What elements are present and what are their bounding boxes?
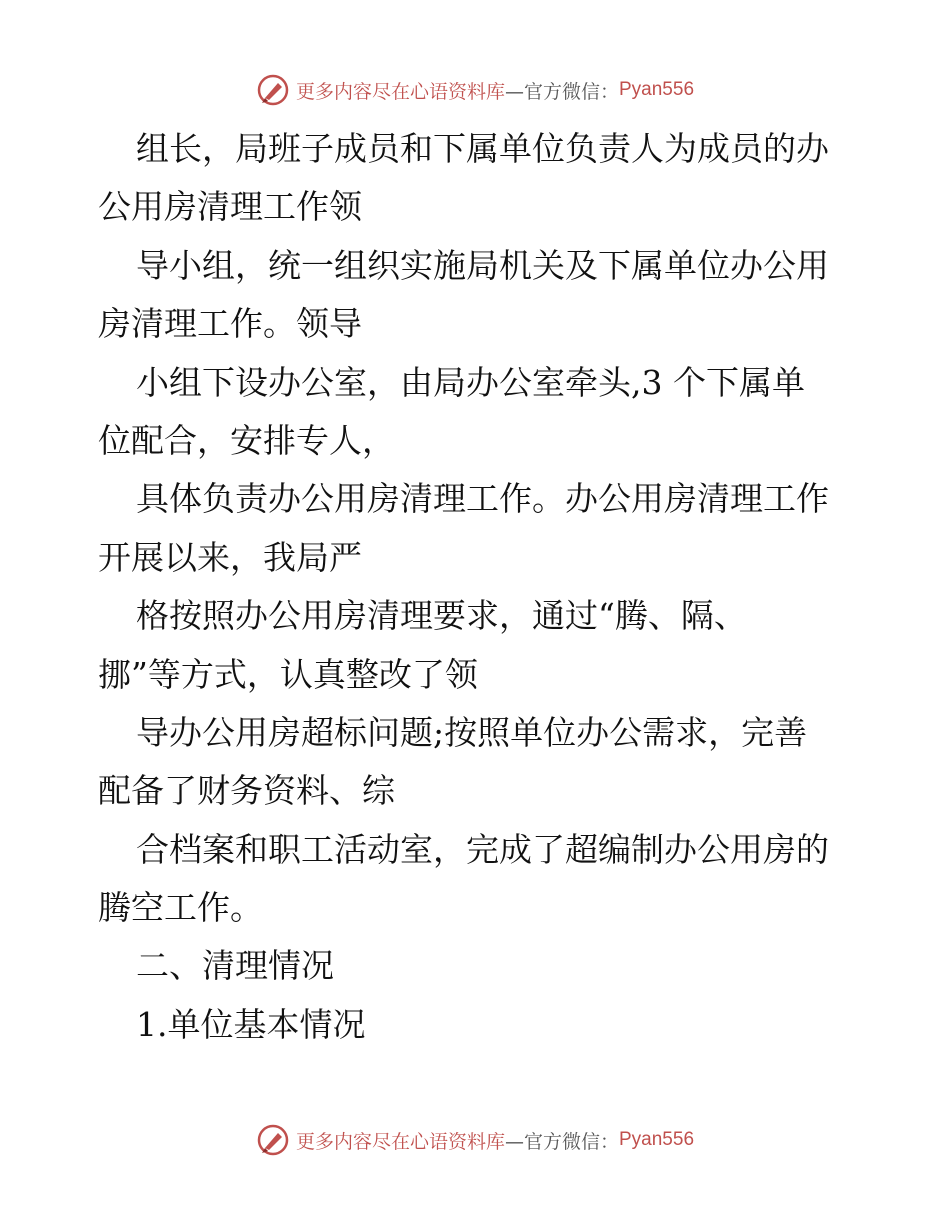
header-watermark-banner [0, 70, 950, 110]
text-line: 房清理工作。领导 [98, 304, 362, 344]
pen-nib-circle-icon [256, 1123, 290, 1157]
text-line: 导办公用房超标问题;按照单位办公需求，完善 [136, 712, 808, 752]
pen-nib-circle-icon [256, 73, 290, 107]
text-line: 合档案和职工活动室，完成了超编制办公用房的 [136, 829, 829, 869]
text-line: 配备了财务资料、综 [98, 771, 395, 811]
text-line: 格按照办公用房清理要求，通过“腾、隔、 [136, 596, 747, 636]
section-heading: 二、清理情况 [136, 946, 334, 986]
text-line: 挪”等方式，认真整改了领 [98, 654, 478, 694]
banner-text-wechat-id: Pyan556 [619, 1129, 695, 1150]
text-line: 位配合，安排专人， [98, 420, 395, 460]
banner-text-wechat-label: —官方微信： [504, 80, 619, 103]
text-line: 具体负责办公用房清理工作。办公用房清理工作 [136, 479, 829, 519]
text-line: 公用房清理工作领 [98, 187, 362, 227]
banner-text-site: 更多内容尽在心语资料库 [295, 1130, 505, 1153]
document-body [98, 120, 858, 1054]
subsection-heading: 1.单位基本情况 [136, 1004, 366, 1044]
text-line: 腾空工作。 [98, 888, 263, 928]
text-line: 开展以来，我局严 [98, 537, 362, 577]
banner-text-site: 更多内容尽在心语资料库 [295, 80, 505, 103]
banner-text-wechat-label: —官方微信： [504, 1130, 619, 1153]
banner-text-wechat-id: Pyan556 [619, 79, 695, 100]
text-line: 导小组，统一组织实施局机关及下属单位办公用 [136, 245, 829, 285]
text-line: 组长，局班子成员和下属单位负责人为成员的办 [136, 129, 829, 168]
footer-watermark-banner [0, 1120, 950, 1160]
text-line: 小组下设办公室，由局办公室牵头,3 个下属单 [136, 362, 805, 402]
